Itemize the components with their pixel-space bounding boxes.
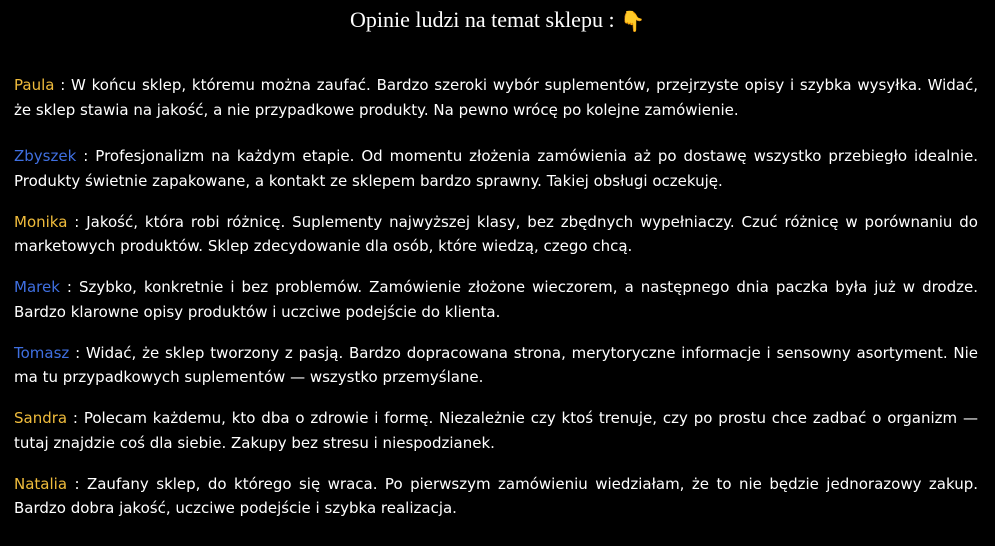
review-separator: : [67, 212, 87, 231]
page-title [0, 3, 995, 38]
review-item [14, 73, 978, 122]
review-separator: : [59, 278, 80, 296]
review-item [14, 406, 978, 455]
hand-pointing-down-icon: 👇 [620, 9, 645, 33]
review-author: Natalia [14, 474, 68, 493]
review-author: Monika [14, 212, 68, 231]
review-separator: : [69, 343, 86, 362]
review-separator: : [67, 409, 84, 427]
review-item [14, 472, 978, 521]
review-text: Profesjonalizm na każdym etapie. Od momentu złożenia zamówienia aż po dostawę wszystko przebiegło idealnie. Produkty świetnie zapakowane, a kontakt ze sklepem bardzo sprawny. Takiej obsługi oczekuję. [14, 147, 979, 190]
review-text: W końcu sklep, któremu można zaufać. Bardzo szeroki wybór suplementów, przejrzyste opisy i szybka wysyłka. Widać, że sklep stawia na jakość, a nie przypadkowe produkty. Na pewno wrócę po kolejne zamówienie. [14, 76, 978, 119]
review-text: Zaufany sklep, do którego się wraca. Po pierwszym zamówieniu wiedziałam, że to nie będzie jednorazowy zakup. Bardzo dobra jakość, uczciwe podejście i szybka realizacja. [14, 474, 978, 517]
review-item [14, 144, 978, 193]
review-item [14, 210, 978, 259]
review-separator: : [67, 474, 87, 493]
review-author: Sandra [14, 409, 68, 427]
review-author: Paula [14, 76, 55, 94]
page-title-text: Opinie ludzi na temat sklepu : [350, 7, 615, 32]
review-text: Widać, że sklep tworzony z pasją. Bardzo dopracowana strona, merytoryczne informacje i sensowny asortyment. Nie ma tu przypadkowych suplementów — wszystko przemyślane. [14, 343, 978, 386]
review-author: Tomasz [14, 343, 70, 362]
review-item [14, 275, 978, 324]
review-text: Polecam każdemu, kto dba o zdrowie i formę. Niezależnie czy ktoś trenuje, czy po prostu chce zadbać o organizm — tutaj znajdzie coś dla siebie. Zakupy bez stresu i niespodzianek. [14, 409, 978, 452]
review-author: Zbyszek [14, 147, 77, 165]
review-text: Jakość, która robi różnicę. Suplementy najwyższej klasy, bez zbędnych wypełniaczy. Czuć różnicę w porównaniu do marketowych produktów. Sklep zdecydowanie dla osób, które wiedzą, czego chcą. [14, 212, 978, 255]
reviews-list [14, 73, 978, 537]
review-item [14, 341, 978, 390]
review-text: Szybko, konkretnie i bez problemów. Zamówienie złożone wieczorem, a następnego dnia paczka była już w drodze. Bardzo klarowne opisy produktów i uczciwe podejście do klienta. [14, 278, 978, 321]
review-author: Marek [14, 278, 60, 296]
review-separator: : [54, 76, 72, 94]
review-separator: : [76, 147, 96, 165]
